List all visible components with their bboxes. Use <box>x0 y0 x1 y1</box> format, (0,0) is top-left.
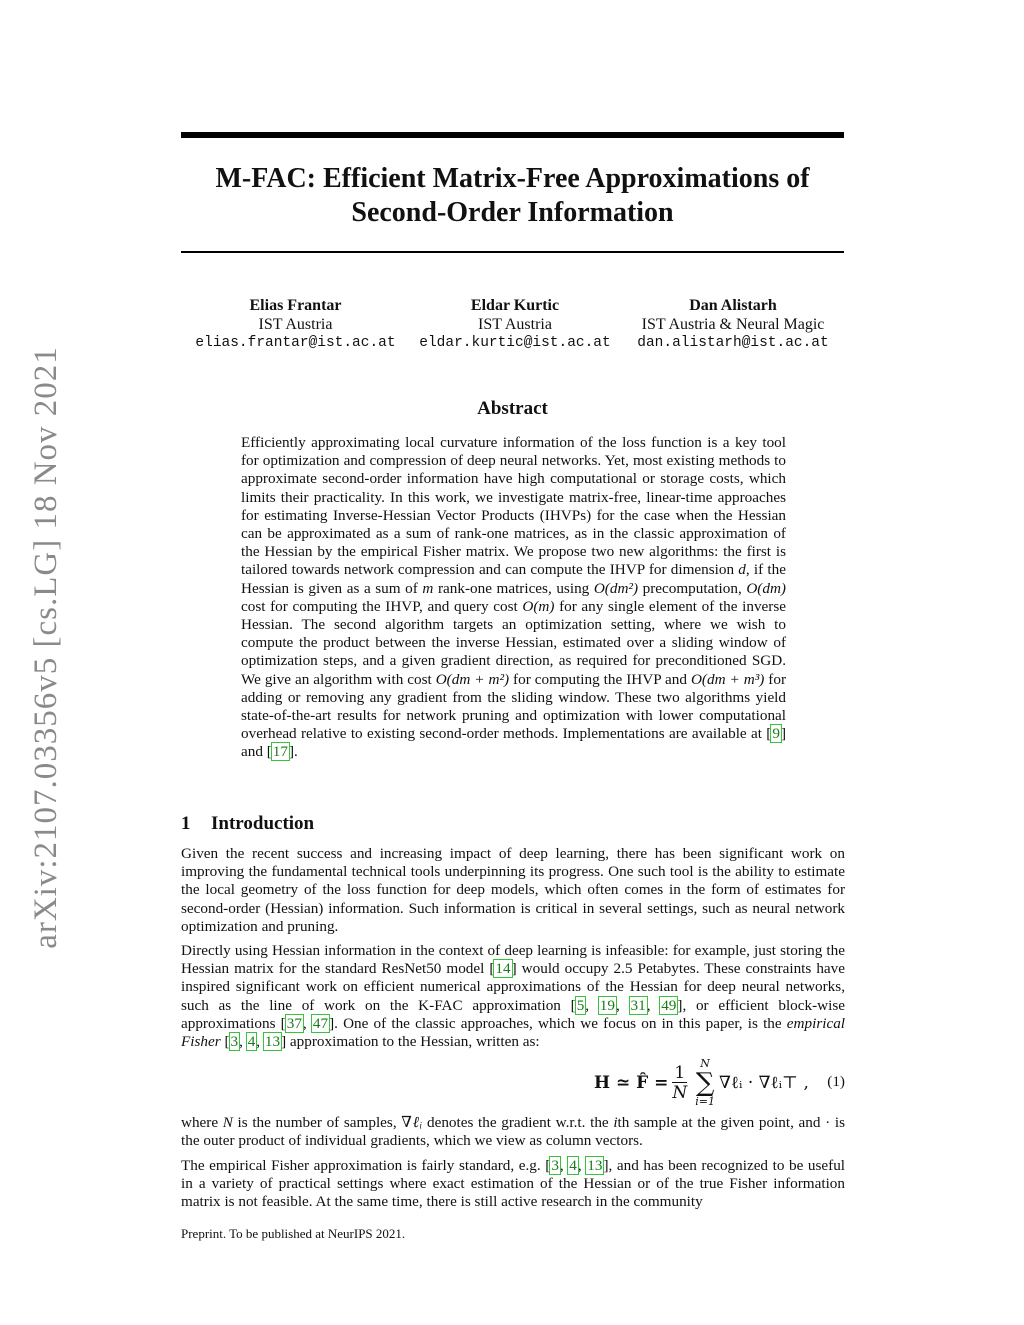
section-heading <box>181 813 314 835</box>
author-name: Dan Alistarh <box>689 297 777 314</box>
author-3 <box>635 296 831 353</box>
equation-1 <box>181 1056 845 1110</box>
emphasis-empirical-fisher: empirical Fisher <box>181 1014 846 1051</box>
citation-link[interactable]: 19 <box>599 996 615 1014</box>
intro-paragraph-2: Directly using Hessian information in the context of deep learning is infeasible: for example, just storing the Hessian matrix for the standard ResNet50 model [14] would occupy 2.5 Petabytes. These constraints have inspired significant work on efficient numerical approximations of the Hessian for deep neural networks, such as the line of work on the K-FAC approximation [5, 19, 31, 49], or efficient block-wise approximations [37, 47]. One of the classic approaches, which we focus on in this paper, is the empirical Fisher [3, 4, 13] approximation to the Hessian, written as: <box>181 942 846 1051</box>
intro-paragraph-4: The empirical Fisher approximation is fairly standard, e.g. [3, 4, 13], and has been recognized to be useful in a variety of practical settings where exact estimation of the Hessian or of the true Fisher information matrix is not feasible. At the same time, there is still active research in the community <box>181 1157 846 1211</box>
citation-link[interactable]: 31 <box>630 996 646 1014</box>
math-m: m <box>422 579 434 597</box>
author-email[interactable]: dan.alistarh@ist.ac.at <box>637 335 829 351</box>
citation-link[interactable]: 3 <box>551 1157 559 1174</box>
citation-link[interactable]: 49 <box>661 996 677 1014</box>
citation-link[interactable]: 13 <box>587 1157 603 1174</box>
author-affiliation: IST Austria <box>478 316 552 333</box>
author-1 <box>193 296 398 353</box>
citation-link[interactable]: 5 <box>576 996 585 1014</box>
citation-link[interactable]: 9 <box>772 725 780 743</box>
author-name: Elias Frantar <box>249 297 342 314</box>
author-name: Eldar Kurtic <box>470 297 560 314</box>
section-number: 1 <box>181 813 191 834</box>
math-cost-2: O(dm) <box>746 579 786 597</box>
math-cost-5: O(dm + m³) <box>690 670 765 688</box>
citation-link[interactable]: 17 <box>272 743 288 761</box>
citation-link[interactable]: 47 <box>312 1014 329 1032</box>
author-affiliation: IST Austria <box>258 316 333 333</box>
arxiv-identifier-sidebar <box>16 345 76 949</box>
title-line-2: Second-Order Information <box>351 197 674 228</box>
author-affiliation: IST Austria & Neural Magic <box>641 316 825 333</box>
paper-title <box>181 162 844 230</box>
citation-link[interactable]: 37 <box>286 1014 302 1032</box>
summation-symbol: N ∑ i=1 <box>695 1057 715 1108</box>
title-line-1: M-FAC: Efficient Matrix-Free Approximations of <box>215 163 810 194</box>
abstract-text: Efficiently approximating local curvature information of the loss function is a key tool for optimization and compression of deep neural networks. Yet, most existing methods to approximate second-order information have high computational or storage costs, which limits their practicality. In this work, we investigate matrix-free, linear-time approaches for estimating Inverse-Hessian Vector Products (IHVPs) for the case when the Hessian can be approximated as a sum of rank-one matrices, as in the classic approximation of the Hessian by the empirical Fisher matrix. We propose two new algorithms: the first is tailored towards network compression and can compute the IHVP for dimension d, if the Hessian is given as a sum of m rank-one matrices, using O(dm²) precomputation, O(dm) cost for computing the IHVP, and query cost O(m) for any single element of the inverse Hessian. The second algorithm targets an optimization setting, where we wish to compute the product between the inverse Hessian, estimated over a sliding window of optimization steps, and a given gradient direction, as required for preconditioned SGD. We give an algorithm with cost O(dm + m²) for computing the IHVP and O(dm + m³) for adding or removing any gradient from the sliding window. These two algorithms yield state-of-the-art results for network pruning and optimization with lower computational overhead relative to existing second-order methods. Implementations are available at [9] and [17]. <box>241 434 787 761</box>
equation-lhs: H ≃ F̂ = <box>594 1073 669 1093</box>
intro-paragraph-3: where N is the number of samples, ∇ℓᵢ denotes the gradient w.r.t. the ith sample at the given point, and · is the outer product of individual gradients, which we view as column vectors. <box>181 1114 845 1150</box>
intro-paragraph-1: Given the recent success and increasing impact of deep learning, there has been significant work on improving the fundamental technical tools underpinning its progress. One such tool is the ability to estimate the local geometry of the loss function for deep models, which often comes in the form of estimates for second-order (Hessian) information. Such information is critical in several settings, such as neural network optimization and pruning. <box>181 845 845 935</box>
author-2 <box>415 296 615 353</box>
equation-number: (1) <box>827 1073 845 1090</box>
arxiv-id-text: arXiv:2107.03356v5 [cs.LG] 18 Nov 2021 <box>27 345 64 949</box>
math-cost-4: O(dm + m²) <box>435 670 510 688</box>
preprint-footer: Preprint. To be published at NeurIPS 2021. <box>181 1226 406 1241</box>
equation-fraction: $\frac{1}{N}$ <box>672 1062 688 1103</box>
title-top-rule <box>181 132 844 138</box>
citation-link[interactable]: 4 <box>247 1033 256 1051</box>
equation-rhs: ∇ℓᵢ · ∇ℓᵢ⊤ , <box>718 1073 809 1093</box>
citation-link[interactable]: 13 <box>264 1033 281 1051</box>
citation-link[interactable]: 3 <box>230 1033 239 1051</box>
author-email[interactable]: elias.frantar@ist.ac.at <box>195 335 396 351</box>
equation-body <box>594 1056 809 1110</box>
citation-link[interactable]: 14 <box>495 960 511 978</box>
author-email[interactable]: eldar.kurtic@ist.ac.at <box>419 335 611 351</box>
math-cost-1: O(dm²) <box>593 579 639 597</box>
title-bottom-rule <box>181 251 844 253</box>
section-title: Introduction <box>211 813 315 834</box>
abstract-heading: Abstract <box>477 398 548 419</box>
math-d: d <box>738 561 746 579</box>
math-cost-3: O(m) <box>522 597 555 615</box>
citation-link[interactable]: 4 <box>569 1157 577 1174</box>
